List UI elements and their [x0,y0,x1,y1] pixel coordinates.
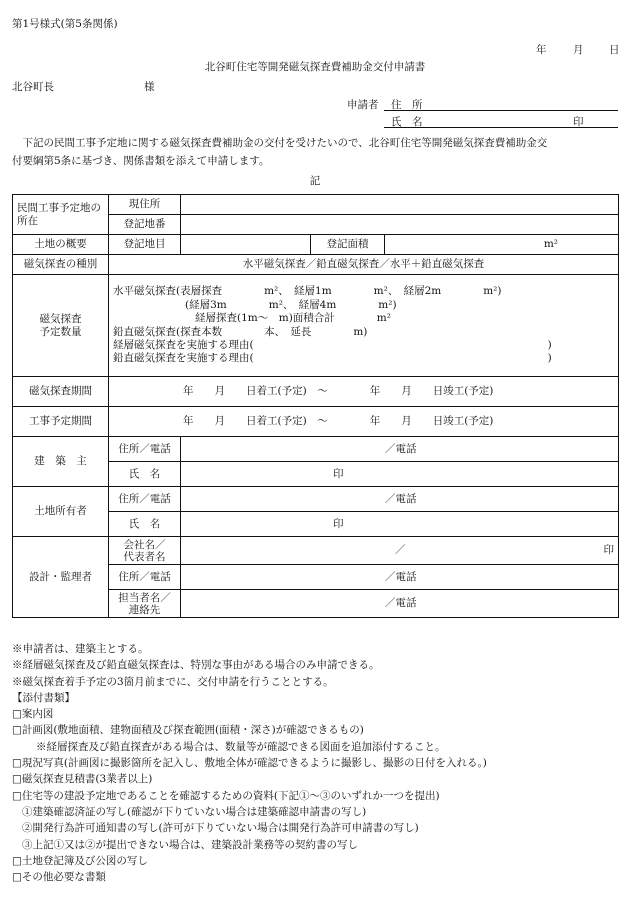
survey-period-value[interactable]: 年 月 日着工(予定) ～ 年 月 日竣工(予定) [109,377,619,407]
quantity-line-depth-total: 経層探査(1m～ m)面積合計 m² [195,312,391,325]
attachment-site-proof-1: ①建築確認済証の写し(確認が下りていない場合は建築確認申請書の写し) [22,805,367,818]
current-address-label: 現住所 [109,195,181,215]
construction-period-value[interactable]: 年 月 日着工(予定) ～ 年 月 日竣工(予定) [109,407,619,437]
table-row [13,195,619,215]
quantity-line-vertical: 鉛直磁気探査(探査本数 本、 延長 m) [113,325,368,338]
table-row [13,437,619,462]
addressee-honorific: 様 [144,81,155,93]
quantity-line-reason-vertical: 鉛直磁気探査を実施する理由( ) [113,352,552,365]
landowner-name-field[interactable]: 印 [181,512,619,537]
sqm-unit: m² [543,238,558,250]
site-label: 民間工事予定地の所在 [13,195,109,235]
survey-type-value[interactable]: 水平磁気探査／鉛直磁気探査／水平＋鉛直磁気探査 [109,255,619,275]
survey-type-label: 磁気探査の種別 [13,255,109,275]
company-rep-label-line-1: 会社名／ [123,538,166,551]
attachment-site-proof-2: ②開発行為許可通知書の写し(許可が下りていない場合は開発行為許可申請書の写し) [22,822,419,835]
attachment-site-proof-3: ③上記①又は②が提出できない場合は、建築設計業務等の契約書の写し [22,838,358,851]
table-row [13,537,619,565]
applicant-label: 申請者 [347,99,379,111]
table-row [13,235,619,255]
quantity-label-line-2: 予定数量 [39,325,82,338]
quantity-line-horizontal: 水平磁気探査(表層探査 m²、 経層1m m²、 経層2m m²) [113,285,502,298]
date-year-label: 年 [536,44,547,56]
owner-address-field[interactable]: ／電話 [181,437,619,462]
notes-section [12,641,622,885]
quantity-label [13,275,109,377]
body-text-line-1: 下記の民間工事予定地に関する磁気探査費補助金の交付を受けたいので、北谷町住宅等開発磁気探査費補助金交 [12,137,548,149]
table-row [13,275,619,377]
land-category-label: 登記地目 [109,235,181,255]
attachments-heading: 【添付書類】 [12,691,75,704]
designer-address-field[interactable]: ／電話 [181,565,619,590]
quantity-line-depth: (経層3m m²、 経層4m m²) [185,298,397,311]
survey-period-label: 磁気探査期間 [13,377,109,407]
contact-label [109,590,181,618]
designer-label: 設計・監理者 [13,537,109,618]
contact-label-line-2: 連絡先 [128,603,161,616]
attachment-land-registry[interactable]: □土地登記簿及び公図の写し [12,854,148,867]
table-row [13,377,619,407]
current-address-field[interactable] [181,195,619,215]
note-applicant: ※申請者は、建築主とする。 [12,643,149,655]
applicant-address-label: 住 所 [391,99,423,111]
land-overview-label: 土地の概要 [13,235,109,255]
name-underline [384,127,618,128]
table-row [13,487,619,512]
applicant-name-label: 氏 名 [391,116,423,128]
owner-name-field[interactable]: 印 [181,462,619,487]
note-special-reason: ※経層磁気探査及び鉛直磁気探査は、特別な事由がある場合のみ申請できる。 [12,659,380,672]
attachment-other[interactable]: □その他必要な書類 [12,871,106,884]
owner-name-label: 氏 名 [109,462,181,487]
body-text-line-2: 付要綱第5条に基づき、関係書類を添えて申請します。 [12,155,270,167]
quantity-label-line-1: 磁気探査 [39,312,82,325]
application-table [12,194,619,618]
registered-lot-label: 登記地番 [109,215,181,235]
company-rep-slash: ／ [395,544,406,556]
company-rep-label [109,537,181,565]
registered-area-label: 登記面積 [311,235,385,255]
company-rep-label-line-2: 代表者名 [123,550,166,563]
addressee: 北谷町長 [12,81,54,93]
landowner-address-field[interactable]: ／電話 [181,487,619,512]
registered-area-field[interactable] [385,235,619,255]
attachment-estimate[interactable]: □磁気探査見積書(3業者以上) [12,773,153,786]
quantity-field[interactable] [109,275,619,377]
designer-address-label: 住所／電話 [109,565,181,590]
attachment-site-proof[interactable]: □住宅等の建設予定地であることを確認するための資料(下記①～③のいずれか一つを提出) [12,789,440,802]
attachment-plan-drawing[interactable]: □計画図(敷地面積、建物面積及び探査範囲(面積・深さ)が確認できるもの) [12,724,364,737]
applicant-seal: 印 [573,116,584,128]
owner-address-label: 住所／電話 [109,437,181,462]
landowner-address-label: 住所／電話 [109,487,181,512]
address-underline [384,110,618,111]
construction-period-label: 工事予定期間 [13,407,109,437]
form-number: 第1号様式(第5条関係) [12,18,118,30]
designer-seal: 印 [603,544,614,556]
landowner-name-label: 氏 名 [109,512,181,537]
contact-field[interactable]: ／電話 [181,590,619,618]
land-category-field[interactable] [181,235,311,255]
company-rep-field[interactable] [181,537,619,565]
table-row [13,407,619,437]
table-row [13,255,619,275]
note-deadline: ※磁気探査着手予定の3箇月前までに、交付申請を行うこととする。 [12,675,334,688]
attachment-photos[interactable]: □現況写真(計画図に撮影箇所を記入し、敷地全体が確認できるように撮影し、撮影の日付を入れる。) [12,757,487,770]
date-month-label: 月 [573,44,584,56]
attachment-location-map[interactable]: □案内図 [12,708,54,721]
quantity-line-reason-depth: 経層磁気探査を実施する理由( ) [113,338,552,351]
document-title: 北谷町住宅等開発磁気探査費補助金交付申請書 [204,61,426,73]
registered-lot-field[interactable] [181,215,619,235]
attachment-plan-note: ※経層探査及び鉛直探査がある場合は、数量等が確認できる図面を追加添付すること。 [36,740,446,753]
ki-heading: 記 [309,175,321,187]
date-day-label: 日 [609,44,620,56]
landowner-label: 土地所有者 [13,487,109,537]
owner-label: 建 築 主 [13,437,109,487]
contact-label-line-1: 担当者名／ [118,591,171,604]
